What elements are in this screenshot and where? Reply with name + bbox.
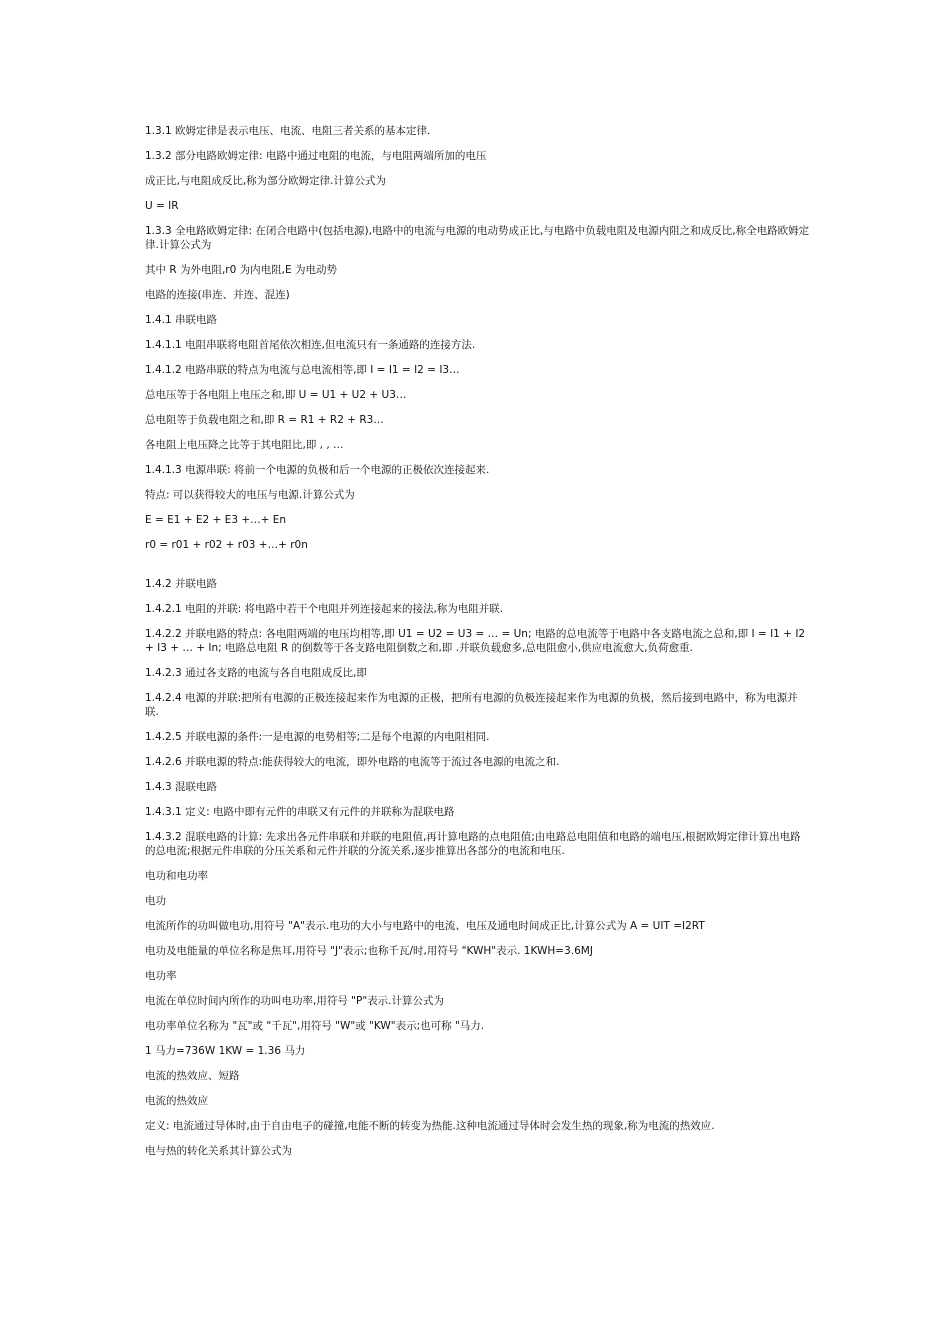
text-line: 特点: 可以获得较大的电压与电源.计算公式为 xyxy=(145,489,355,501)
text-line: 1.4.2.3 通过各支路的电流与各自电阻成反比,即 xyxy=(145,667,367,679)
text-line: 1.3.3 全电路欧姆定律: 在闭合电路中(包括电源),电路中的电流与电源的电动势成正比,与电路中负载电阻及电源内阻之和成反比,称全电路欧姆定律.计算公式为 xyxy=(145,225,810,251)
section-heading: 电流的热效应、短路 xyxy=(145,1070,240,1082)
text-line: 1.4.3.2 混联电路的计算: 先求出各元件串联和并联的电阻值,再计算电路的点电阻值;由电路总电阻值和电路的端电压,根据欧姆定律计算出电路的总电流;根据元件串联的分压关系和元件并联的分流关系,逐步推算出各部分的电流和电压. xyxy=(145,831,801,857)
section-heading: 电路的连接(串连、并连、混连) xyxy=(145,289,290,301)
text-line: 电功及电能量的单位名称是焦耳,用符号 "J"表示;也称千瓦/时,用符号 "KWH"表示. 1KWH=3.6MJ xyxy=(145,945,593,957)
text-line: 电流在单位时间内所作的功叫电功率,用符号 "P"表示.计算公式为 xyxy=(145,995,445,1007)
text-line: 1.4.1.2 电路串联的特点为电流与总电流相等,即 I = I1 = I2 = I3… xyxy=(145,364,460,376)
section-heading: 电功和电功率 xyxy=(145,870,208,882)
text-line: 电功率单位名称为 "瓦"或 "千瓦",用符号 "W"或 "KW"表示;也可称 "马力. xyxy=(145,1020,485,1032)
document-page xyxy=(145,124,810,1169)
text-line: 1 马力=736W 1KW = 1.36 马力 xyxy=(145,1045,306,1057)
section-heading: 1.4.1 串联电路 xyxy=(145,314,218,326)
text-line: 其中 R 为外电阻,r0 为内电阻,E 为电动势 xyxy=(145,264,337,276)
text-line: 1.4.2.5 并联电源的条件:一是电源的电势相等;二是每个电源的内电阻相同. xyxy=(145,731,490,743)
text-line: 1.3.2 部分电路欧姆定律: 电路中通过电阻的电流，与电阻两端所加的电压 xyxy=(145,150,487,162)
text-line: 电与热的转化关系其计算公式为 xyxy=(145,1145,292,1157)
section-heading: 电流的热效应 xyxy=(145,1095,208,1107)
formula-line: E = E1 + E2 + E3 +…+ En xyxy=(145,514,287,526)
section-heading: 电功率 xyxy=(145,970,177,982)
formula-line: U = IR xyxy=(145,200,179,212)
text-line: 1.4.2.6 并联电源的特点:能获得较大的电流，即外电路的电流等于流过各电源的电流之和. xyxy=(145,756,560,768)
text-line: 1.4.2.1 电阻的并联: 将电路中若干个电阻并列连接起来的接法,称为电阻并联. xyxy=(145,603,504,615)
text-line: 定义: 电流通过导体时,由于自由电子的碰撞,电能不断的转变为热能.这种电流通过导体时会发生热的现象,称为电流的热效应. xyxy=(145,1120,715,1132)
text-line: 成正比,与电阻成反比,称为部分欧姆定律.计算公式为 xyxy=(145,175,387,187)
section-heading: 电功 xyxy=(145,895,166,907)
formula-line: r0 = r01 + r02 + r03 +…+ r0n xyxy=(145,539,308,551)
text-line: 总电压等于各电阻上电压之和,即 U = U1 + U2 + U3… xyxy=(145,389,407,401)
section-heading: 1.4.3 混联电路 xyxy=(145,781,218,793)
text-line: 电流所作的功叫做电功,用符号 "A"表示.电功的大小与电路中的电流、电压及通电时间成正比,计算公式为 A = UIT =I2RT xyxy=(145,920,705,932)
text-line: 1.4.1.1 电阻串联将电阻首尾依次相连,但电流只有一条通路的连接方法. xyxy=(145,339,476,351)
text-line: 总电阻等于负载电阻之和,即 R = R1 + R2 + R3… xyxy=(145,414,384,426)
text-line: 1.4.2.4 电源的并联:把所有电源的正极连接起来作为电源的正极，把所有电源的负极连接起来作为电源的负极，然后接到电路中，称为电源并联. xyxy=(145,692,798,718)
text-line: 1.3.1 欧姆定律是表示电压、电流、电阻三者关系的基本定律. xyxy=(145,125,431,137)
text-line: 各电阻上电压降之比等于其电阻比,即 , , … xyxy=(145,439,344,451)
text-line: 1.4.2.2 并联电路的特点: 各电阻两端的电压均相等,即 U1 = U2 = U3 = … = Un; 电路的总电流等于电路中各支路电流之总和,即 I = I1 + I2 + I3 + … + In; 电路总电阻 R 的倒数等于各支路电阻倒数之和,即 .并联负载愈多,总电阻愈小,供应电流愈大,负荷愈重. xyxy=(145,628,806,654)
text-line: 1.4.3.1 定义: 电路中即有元件的串联又有元件的并联称为混联电路 xyxy=(145,806,455,818)
section-heading: 1.4.2 并联电路 xyxy=(145,578,218,590)
text-line: 1.4.1.3 电源串联: 将前一个电源的负极和后一个电源的正极依次连接起来. xyxy=(145,464,490,476)
